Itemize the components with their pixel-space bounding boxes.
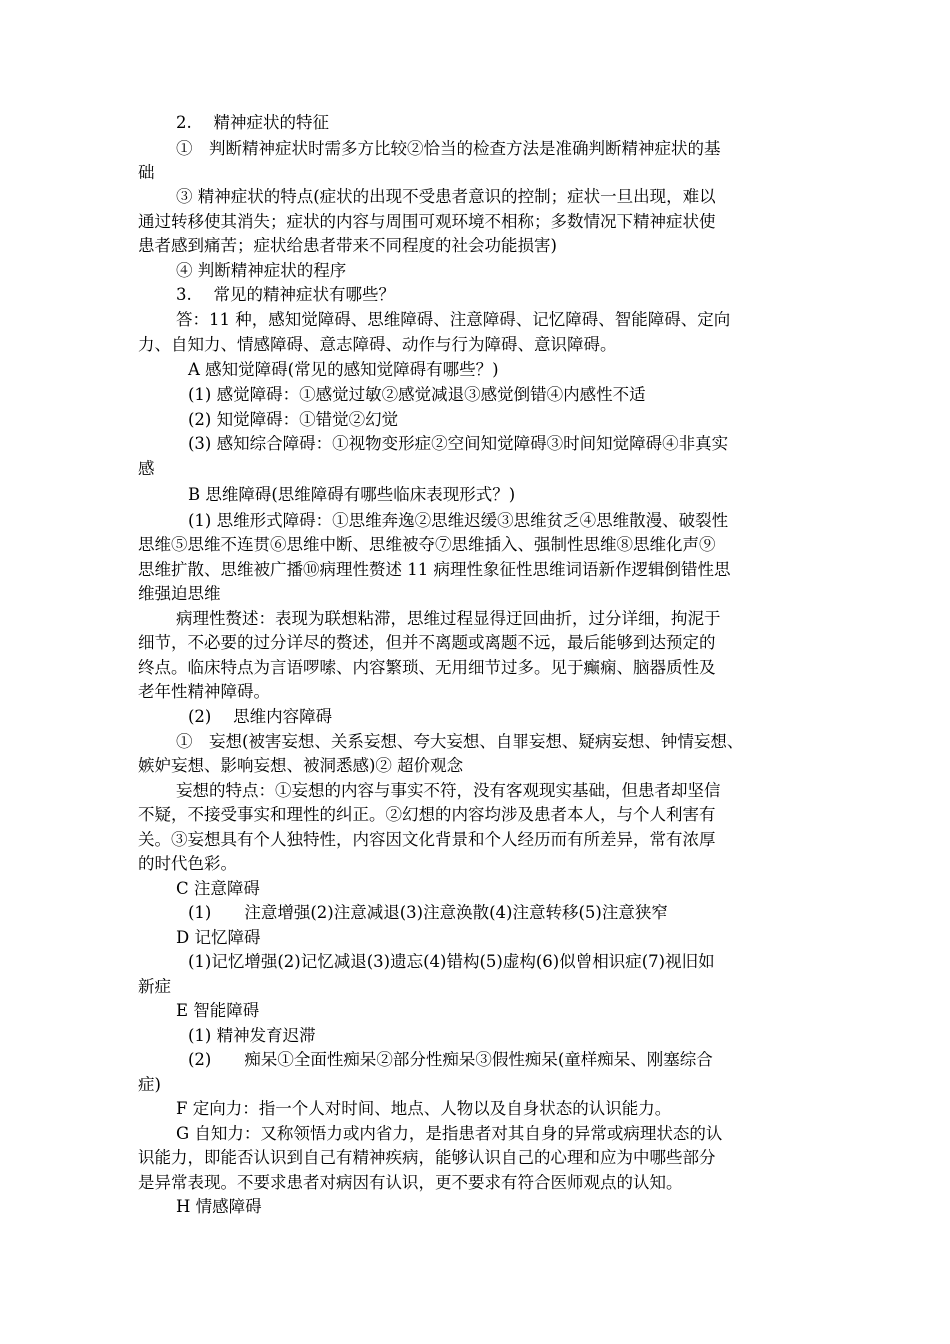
paragraph-line: 新症 — [138, 977, 171, 996]
paragraph-line: (1) 感觉障碍：①感觉过敏②感觉减退③感觉倒错④内感性不适 — [188, 385, 646, 404]
paragraph-line: 思维扩散、思维被广播⑩病理性赘述 11 病理性象征性思维词语新作逻辑倒错性思 — [138, 560, 731, 579]
paragraph-line: ③ 精神症状的特点(症状的出现不受患者意识的控制；症状一旦出现，难以 — [176, 187, 716, 206]
heading-2: 2. 精神症状的特征 — [176, 113, 329, 132]
paragraph-line: 感 — [138, 459, 155, 478]
paragraph-line: 妄想的特点：①妄想的内容与事实不符，没有客观现实基础，但患者却坚信 — [176, 781, 721, 800]
section-heading-g: G 自知力：又称领悟力或内省力，是指患者对其自身的异常或病理状态的认 — [176, 1124, 723, 1143]
paragraph-line: 是异常表现。不要求患者对病因有认识，更不要求有符合医师观点的认知。 — [138, 1173, 683, 1192]
paragraph-line: (3) 感知综合障碍：①视物变形症②空间知觉障碍③时间知觉障碍④非真实 — [188, 434, 729, 453]
paragraph-line: 关。③妄想具有个人独特性，内容因文化背景和个人经历而有所差异，常有浓厚 — [138, 830, 716, 849]
section-heading-c: C 注意障碍 — [176, 879, 260, 898]
section-heading-b: B 思维障碍(思维障碍有哪些临床表现形式？) — [188, 485, 516, 504]
section-heading-a: A 感知觉障碍(常见的感知觉障碍有哪些？) — [188, 360, 499, 379]
paragraph-line: 维强迫思维 — [138, 584, 221, 603]
paragraph-line: ① 判断精神症状时需多方比较②恰当的检查方法是准确判断精神症状的基 — [176, 139, 721, 158]
paragraph-line: 识能力，即能否认识到自己有精神疾病，能够认识自己的心理和应为中哪些部分 — [138, 1148, 716, 1167]
paragraph-line: 不疑，不接受事实和理性的纠正。②幻想的内容均涉及患者本人，与个人利害有 — [138, 805, 716, 824]
paragraph-line: 终点。临床特点为言语啰嗦、内容繁琐、无用细节过多。见于癫痫、脑器质性及 — [138, 658, 716, 677]
paragraph-line: (2) 知觉障碍：①错觉②幻觉 — [188, 410, 399, 429]
heading-3: 3. 常见的精神症状有哪些？ — [176, 285, 395, 304]
paragraph-line: 症) — [138, 1075, 161, 1094]
paragraph-line: (2) 痴呆①全面性痴呆②部分性痴呆③假性痴呆(童样痴呆、刚塞综合 — [188, 1050, 713, 1069]
paragraph-line: 的时代色彩。 — [138, 854, 237, 873]
paragraph-line: (1) 精神发育迟滞 — [188, 1026, 316, 1045]
paragraph-line: 患者感到痛苦；症状给患者带来不同程度的社会功能损害) — [138, 236, 557, 255]
paragraph-line: 答：11 种，感知觉障碍、思维障碍、注意障碍、记忆障碍、智能障碍、定向 — [176, 310, 731, 329]
subheading: (2) 思维内容障碍 — [188, 707, 333, 726]
section-heading-h: H 情感障碍 — [176, 1197, 262, 1216]
paragraph-line: (1)记忆增强(2)记忆减退(3)遗忘(4)错构(5)虚构(6)似曾相识症(7)视旧如 — [188, 952, 715, 971]
paragraph-line: 础 — [138, 163, 155, 182]
paragraph-line: 力、自知力、情感障碍、意志障碍、动作与行为障碍、意识障碍。 — [138, 335, 617, 354]
paragraph-line: 嫉妒妄想、影响妄想、被洞悉感)② 超价观念 — [138, 756, 464, 775]
paragraph-line: (1) 注意增强(2)注意减退(3)注意涣散(4)注意转移(5)注意狭窄 — [188, 903, 668, 922]
paragraph-line: 通过转移使其消失；症状的内容与周围可观环境不相称；多数情况下精神症状使 — [138, 212, 716, 231]
paragraph-line: (1) 思维形式障碍：①思维奔逸②思维迟缓③思维贫乏④思维散漫、破裂性 — [188, 511, 729, 530]
section-heading-d: D 记忆障碍 — [176, 928, 261, 947]
section-heading-e: E 智能障碍 — [176, 1001, 260, 1020]
paragraph-line: 病理性赘述：表现为联想粘滞，思维过程显得迂回曲折，过分详细，拘泥于 — [176, 609, 721, 628]
paragraph-line: 细节，不必要的过分详尽的赘述，但并不离题或离题不远，最后能够到达预定的 — [138, 633, 716, 652]
paragraph-line: 老年性精神障碍。 — [138, 682, 270, 701]
section-heading-f: F 定向力：指一个人对时间、地点、人物以及自身状态的认识能力。 — [176, 1099, 672, 1118]
paragraph-line: ④ 判断精神症状的程序 — [176, 261, 347, 280]
paragraph-line: ① 妄想(被害妄想、关系妄想、夸大妄想、自罪妄想、疑病妄想、钟情妄想、 — [176, 732, 744, 751]
paragraph-line: 思维⑤思维不连贯⑥思维中断、思维被夺⑦思维插入、强制性思维⑧思维化声⑨ — [138, 535, 716, 554]
